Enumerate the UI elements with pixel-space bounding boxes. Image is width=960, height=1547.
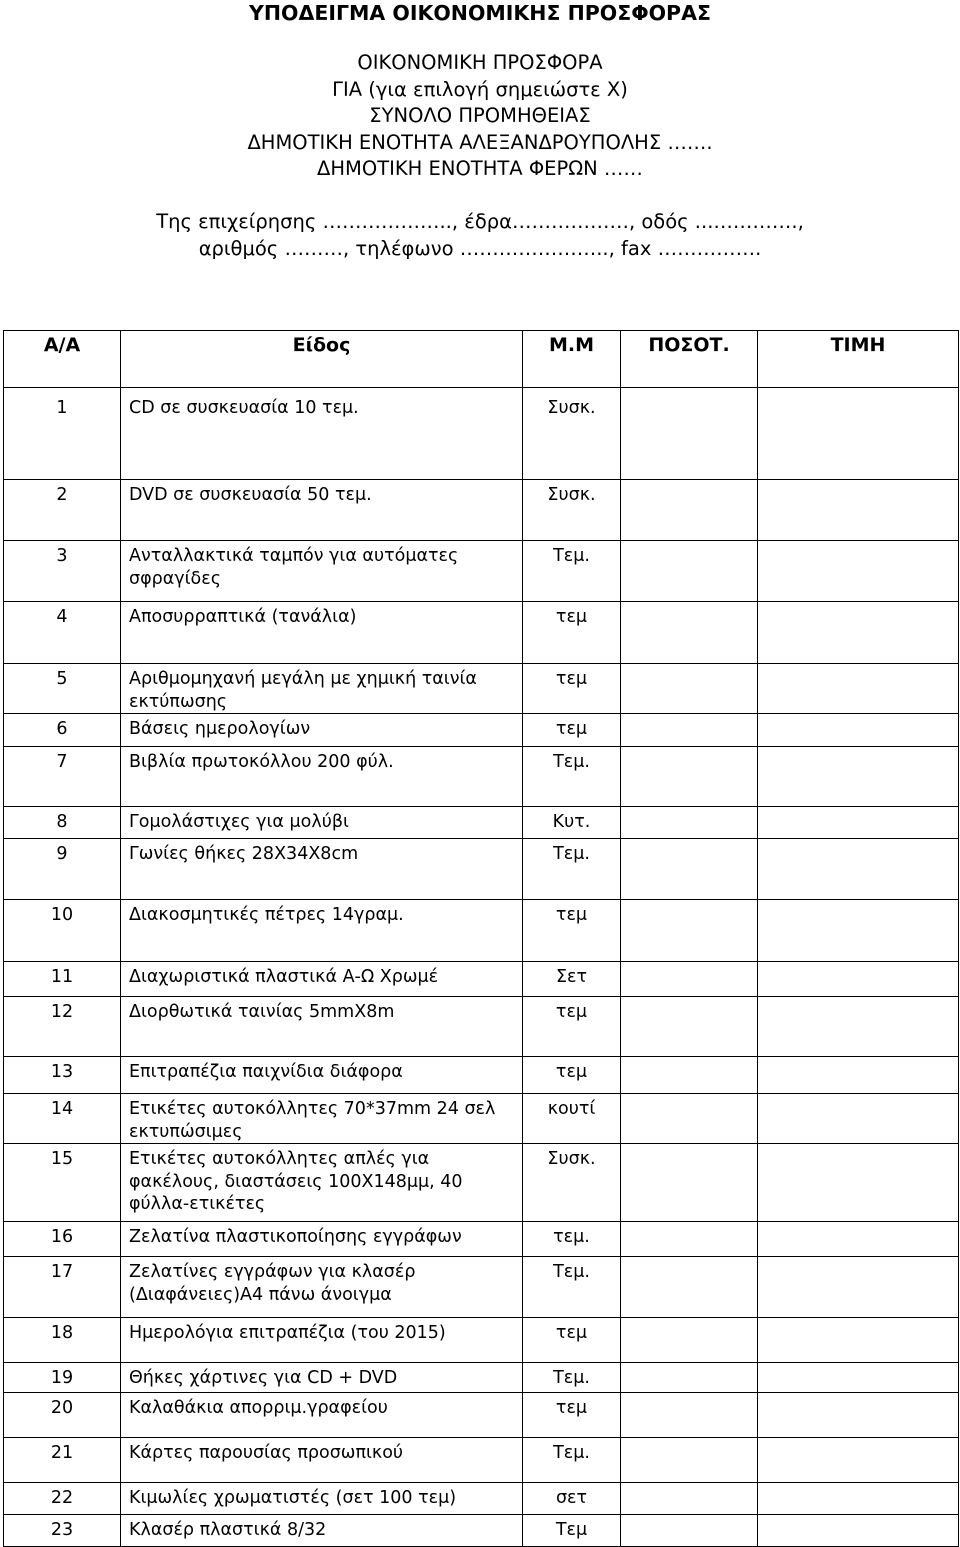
table-row bbox=[4, 1318, 959, 1363]
row-unit: τεμ bbox=[523, 664, 621, 714]
row-number: 18 bbox=[4, 1318, 121, 1363]
row-unit: τεμ bbox=[523, 1393, 621, 1438]
table-row bbox=[4, 1515, 959, 1547]
row-unit: Σετ bbox=[523, 962, 621, 997]
row-price bbox=[758, 1438, 959, 1483]
row-item: Βάσεις ημερολογίων bbox=[121, 714, 523, 747]
row-number: 20 bbox=[4, 1393, 121, 1438]
header-line: ΟΙΚΟΝΟΜΙΚΗ ΠΡΟΣΦΟΡΑ bbox=[357, 51, 603, 74]
row-unit: τεμ bbox=[523, 602, 621, 664]
row-unit: τεμ bbox=[523, 1318, 621, 1363]
company-line: αριθμός ………, τηλέφωνο ………………….., fax ……………. bbox=[198, 236, 762, 260]
row-price bbox=[758, 1257, 959, 1318]
header-qty: ΠΟΣΟΤ. bbox=[621, 331, 758, 388]
table-row bbox=[4, 1483, 959, 1515]
row-price bbox=[758, 1144, 959, 1222]
row-item: Κιμωλίες χρωματιστές (σετ 100 τεμ) bbox=[121, 1483, 523, 1515]
header-line: ΔΗΜΟΤΙΚΗ ΕΝΟΤΗΤΑ ΑΛΕΞΑΝΔΡΟΥΠΟΛΗΣ ……. bbox=[247, 130, 713, 154]
row-price bbox=[758, 1363, 959, 1393]
table-row bbox=[4, 1257, 959, 1318]
table-row bbox=[4, 1144, 959, 1222]
row-number: 9 bbox=[4, 839, 121, 900]
row-unit: τεμ. bbox=[523, 1222, 621, 1257]
row-number: 17 bbox=[4, 1257, 121, 1318]
row-number: 11 bbox=[4, 962, 121, 997]
row-price bbox=[758, 747, 959, 807]
row-number: 6 bbox=[4, 714, 121, 747]
row-unit: Τεμ. bbox=[523, 1438, 621, 1483]
row-number: 21 bbox=[4, 1438, 121, 1483]
row-qty bbox=[621, 1057, 758, 1094]
row-price bbox=[758, 1222, 959, 1257]
row-price bbox=[758, 1483, 959, 1515]
row-item: Διαχωριστικά πλαστικά Α-Ω Χρωμέ bbox=[121, 962, 523, 997]
row-qty bbox=[621, 714, 758, 747]
row-price bbox=[758, 480, 959, 541]
row-unit: τεμ bbox=[523, 714, 621, 747]
row-unit: κουτί bbox=[523, 1094, 621, 1144]
row-qty bbox=[621, 602, 758, 664]
row-number: 1 bbox=[4, 388, 121, 480]
table-row bbox=[4, 1094, 959, 1144]
row-price bbox=[758, 1057, 959, 1094]
row-qty bbox=[621, 1438, 758, 1483]
row-price bbox=[758, 1515, 959, 1547]
table-row bbox=[4, 1393, 959, 1438]
row-item: Γωνίες θήκες 28Χ34Χ8cm bbox=[121, 839, 523, 900]
table-row bbox=[4, 962, 959, 997]
row-unit: Κυτ. bbox=[523, 807, 621, 839]
table-row bbox=[4, 714, 959, 747]
row-price bbox=[758, 997, 959, 1057]
row-unit: τεμ bbox=[523, 1057, 621, 1094]
row-item: Αποσυρραπτικά (τανάλια) bbox=[121, 602, 523, 664]
table-row bbox=[4, 1057, 959, 1094]
row-unit: Συσκ. bbox=[523, 1144, 621, 1222]
row-unit: Τεμ. bbox=[523, 1363, 621, 1393]
row-price bbox=[758, 900, 959, 962]
row-price bbox=[758, 714, 959, 747]
header-line: ΔΗΜΟΤΙΚΗ ΕΝΟΤΗΤΑ ΦΕΡΩΝ …… bbox=[317, 157, 643, 180]
row-qty bbox=[621, 1393, 758, 1438]
company-details bbox=[0, 209, 960, 262]
row-item: Ετικέτες αυτοκόλλητες 70*37mm 24 σελ εκτυπώσιμες bbox=[121, 1094, 523, 1144]
table-row bbox=[4, 1438, 959, 1483]
table-header-row bbox=[4, 331, 959, 388]
header-price: ΤΙΜΗ bbox=[758, 331, 959, 388]
header-line: ΣΥΝΟΛΟ ΠΡΟΜΗΘΕΙΑΣ bbox=[369, 104, 591, 127]
row-number: 4 bbox=[4, 602, 121, 664]
row-item: Γομολάστιχες για μολύβι bbox=[121, 807, 523, 839]
row-number: 12 bbox=[4, 997, 121, 1057]
row-price bbox=[758, 839, 959, 900]
row-item: Καλαθάκια απορριμ.γραφείου bbox=[121, 1393, 523, 1438]
row-qty bbox=[621, 900, 758, 962]
table-row bbox=[4, 1363, 959, 1393]
table-row bbox=[4, 602, 959, 664]
table-row bbox=[4, 388, 959, 480]
header-unit: Μ.Μ bbox=[523, 331, 621, 388]
row-unit: Τεμ. bbox=[523, 747, 621, 807]
row-unit: Τεμ bbox=[523, 1515, 621, 1547]
row-qty bbox=[621, 388, 758, 480]
row-number: 23 bbox=[4, 1515, 121, 1547]
row-qty bbox=[621, 839, 758, 900]
row-qty bbox=[621, 664, 758, 714]
row-item: Διακοσμητικές πέτρες 14γραμ. bbox=[121, 900, 523, 962]
row-item: Κάρτες παρουσίας προσωπικού bbox=[121, 1438, 523, 1483]
header-line: ΓΙΑ (για επιλογή σημειώστε Χ) bbox=[332, 77, 628, 101]
table-row bbox=[4, 997, 959, 1057]
row-price bbox=[758, 962, 959, 997]
row-price bbox=[758, 1393, 959, 1438]
row-price bbox=[758, 602, 959, 664]
row-qty bbox=[621, 1483, 758, 1515]
row-number: 2 bbox=[4, 480, 121, 541]
table-row bbox=[4, 807, 959, 839]
row-item: Διορθωτικά ταινίας 5mmX8m bbox=[121, 997, 523, 1057]
offer-table bbox=[3, 330, 959, 1547]
row-price bbox=[758, 541, 959, 602]
row-qty bbox=[621, 1144, 758, 1222]
row-item: Κλασέρ πλαστικά 8/32 bbox=[121, 1515, 523, 1547]
row-item: DVD σε συσκευασία 50 τεμ. bbox=[121, 480, 523, 541]
row-item: Θήκες χάρτινες για CD + DVD bbox=[121, 1363, 523, 1393]
row-number: 3 bbox=[4, 541, 121, 602]
row-qty bbox=[621, 541, 758, 602]
row-item: Αριθμομηχανή μεγάλη με χημική ταινία εκτύπωσης bbox=[121, 664, 523, 714]
table-row bbox=[4, 839, 959, 900]
row-item: Βιβλία πρωτοκόλλου 200 φύλ. bbox=[121, 747, 523, 807]
row-number: 16 bbox=[4, 1222, 121, 1257]
row-unit: Τεμ. bbox=[523, 541, 621, 602]
row-unit: Συσκ. bbox=[523, 480, 621, 541]
row-number: 7 bbox=[4, 747, 121, 807]
row-qty bbox=[621, 747, 758, 807]
row-unit: τεμ bbox=[523, 900, 621, 962]
row-qty bbox=[621, 1257, 758, 1318]
table-row bbox=[4, 541, 959, 602]
company-line: Της επιχείρησης ……………….., έδρα………………, οδός ...…………., bbox=[156, 210, 804, 233]
row-item: Ημερολόγια επιτραπέζια (του 2015) bbox=[121, 1318, 523, 1363]
row-qty bbox=[621, 1318, 758, 1363]
header-item: Είδος bbox=[121, 331, 523, 388]
row-number: 22 bbox=[4, 1483, 121, 1515]
row-number: 5 bbox=[4, 664, 121, 714]
table-row bbox=[4, 747, 959, 807]
row-item: Ετικέτες αυτοκόλλητες απλές για φακέλους, διαστάσεις 100Χ148μμ, 40 φύλλα-ετικέτες bbox=[121, 1144, 523, 1222]
table-row bbox=[4, 664, 959, 714]
row-item: Επιτραπέζια παιχνίδια διάφορα bbox=[121, 1057, 523, 1094]
row-item: Ζελατίνα πλαστικοποίησης εγγράφων bbox=[121, 1222, 523, 1257]
row-qty bbox=[621, 962, 758, 997]
row-qty bbox=[621, 480, 758, 541]
row-qty bbox=[621, 1222, 758, 1257]
row-qty bbox=[621, 807, 758, 839]
row-qty bbox=[621, 1094, 758, 1144]
row-item: CD σε συσκευασία 10 τεμ. bbox=[121, 388, 523, 480]
row-number: 13 bbox=[4, 1057, 121, 1094]
row-price bbox=[758, 388, 959, 480]
row-price bbox=[758, 1094, 959, 1144]
row-unit: τεμ bbox=[523, 997, 621, 1057]
row-item: Ζελατίνες εγγράφων για κλασέρ (Διαφάνειες)Α4 πάνω άνοιγμα bbox=[121, 1257, 523, 1318]
row-number: 8 bbox=[4, 807, 121, 839]
row-price bbox=[758, 664, 959, 714]
row-qty bbox=[621, 1515, 758, 1547]
offer-header bbox=[0, 50, 960, 183]
row-number: 14 bbox=[4, 1094, 121, 1144]
row-number: 10 bbox=[4, 900, 121, 962]
table-row bbox=[4, 1222, 959, 1257]
row-number: 15 bbox=[4, 1144, 121, 1222]
table-row bbox=[4, 900, 959, 962]
row-item: Ανταλλακτικά ταμπόν για αυτόματες σφραγίδες bbox=[121, 541, 523, 602]
row-number: 19 bbox=[4, 1363, 121, 1393]
row-price bbox=[758, 1318, 959, 1363]
header-aa: Α/Α bbox=[4, 331, 121, 388]
row-qty bbox=[621, 1363, 758, 1393]
row-unit: Συσκ. bbox=[523, 388, 621, 480]
row-unit: σετ bbox=[523, 1483, 621, 1515]
row-qty bbox=[621, 997, 758, 1057]
row-unit: Τεμ. bbox=[523, 1257, 621, 1318]
table-row bbox=[4, 480, 959, 541]
page-title: ΥΠΟΔΕΙΓΜΑ ΟΙΚΟΝΟΜΙΚΗΣ ΠΡΟΣΦΟΡΑΣ bbox=[249, 1, 711, 25]
row-price bbox=[758, 807, 959, 839]
row-unit: Τεμ. bbox=[523, 839, 621, 900]
